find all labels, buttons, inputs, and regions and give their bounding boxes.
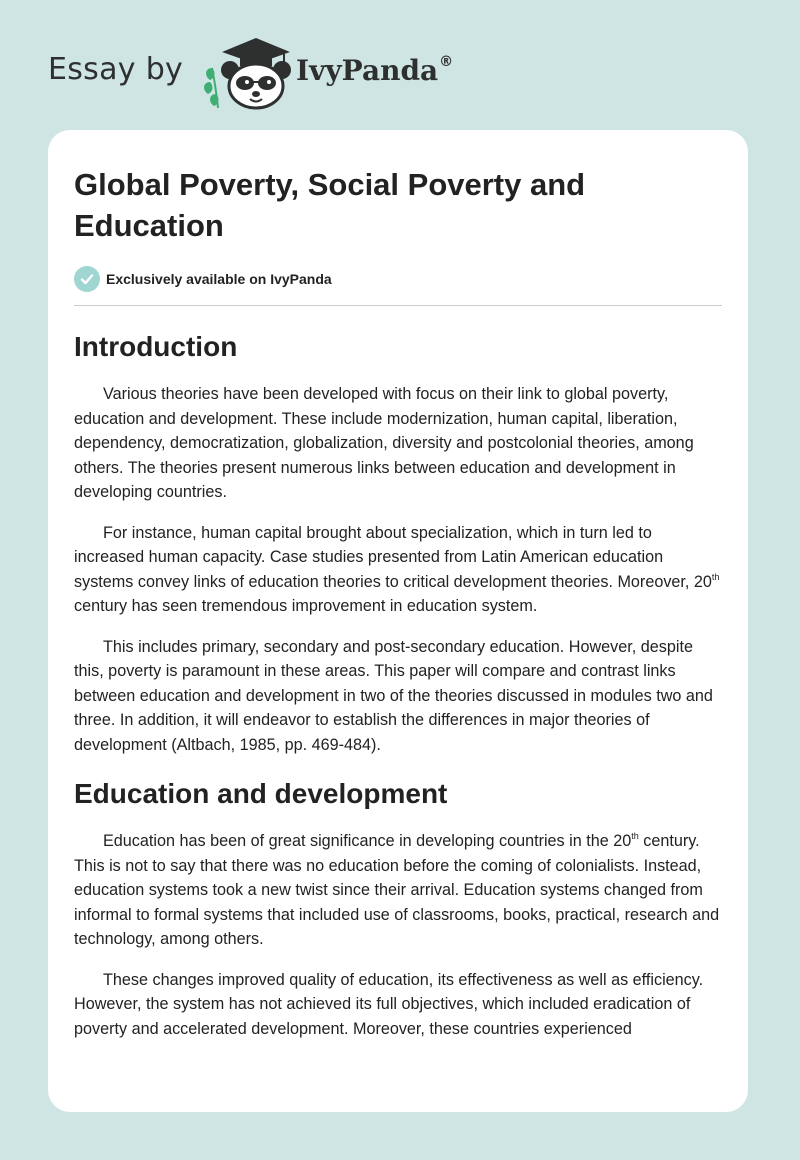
brand-name[interactable]: IvyPanda® bbox=[296, 54, 454, 87]
paragraph: These changes improved quality of education, its effectiveness as well as efficiency. However, the system has not achieved its full objectives, which included eradication of poverty and accelerated development. Moreover, these countries experienced bbox=[74, 970, 704, 1038]
essay-by-label: Essay by bbox=[48, 52, 184, 87]
divider bbox=[74, 305, 722, 306]
paragraph: Education has been of great significance in developing countries in the 20th century. This is not to say that there was no education before the coming of colonialists. Instead, education systems took a new twist since their arrival. Education systems changed from informal to formal systems that included use of classrooms, books, practical, research and technology, among others. bbox=[74, 831, 720, 948]
section-education-and-development bbox=[74, 829, 722, 1041]
exclusive-badge bbox=[74, 266, 722, 292]
paragraph: This includes primary, secondary and post-secondary education. However, despite this, poverty is paramount in these areas. This paper will compare and contrast links between education and development in two of the theories discussed in modules two and three. In addition, it will endeavor to establish the differences in major theories of development (Altbach, 1985, pp. 469-484). bbox=[74, 637, 713, 754]
section-heading-introduction: Introduction bbox=[74, 331, 238, 362]
check-icon bbox=[74, 266, 100, 292]
badge-text: Exclusively available on IvyPanda bbox=[106, 271, 332, 287]
essay-card bbox=[48, 130, 748, 1112]
paragraph: For instance, human capital brought about specialization, which in turn led to increased human capacity. Case studies presented from Latin American education systems convey links of education theories to critical development theories. Moreover, 20th century has seen tremendous improvement in education system. bbox=[74, 523, 720, 615]
page-title: Global Poverty, Social Poverty and Education bbox=[74, 167, 586, 243]
paragraph: Various theories have been developed with focus on their link to global poverty, education and development. These include modernization, human capital, liberation, dependency, democratization, globalization, diversity and postcolonial theories, among others. The theories present numerous links between education and development in developing countries. bbox=[74, 385, 694, 501]
site-header bbox=[48, 34, 748, 114]
section-heading-education-and-development: Education and development bbox=[74, 778, 448, 809]
registered-mark: ® bbox=[439, 54, 454, 70]
ivy-leaf-icon bbox=[204, 68, 218, 108]
panda-logo-icon[interactable] bbox=[200, 34, 292, 110]
section-introduction bbox=[74, 382, 722, 757]
